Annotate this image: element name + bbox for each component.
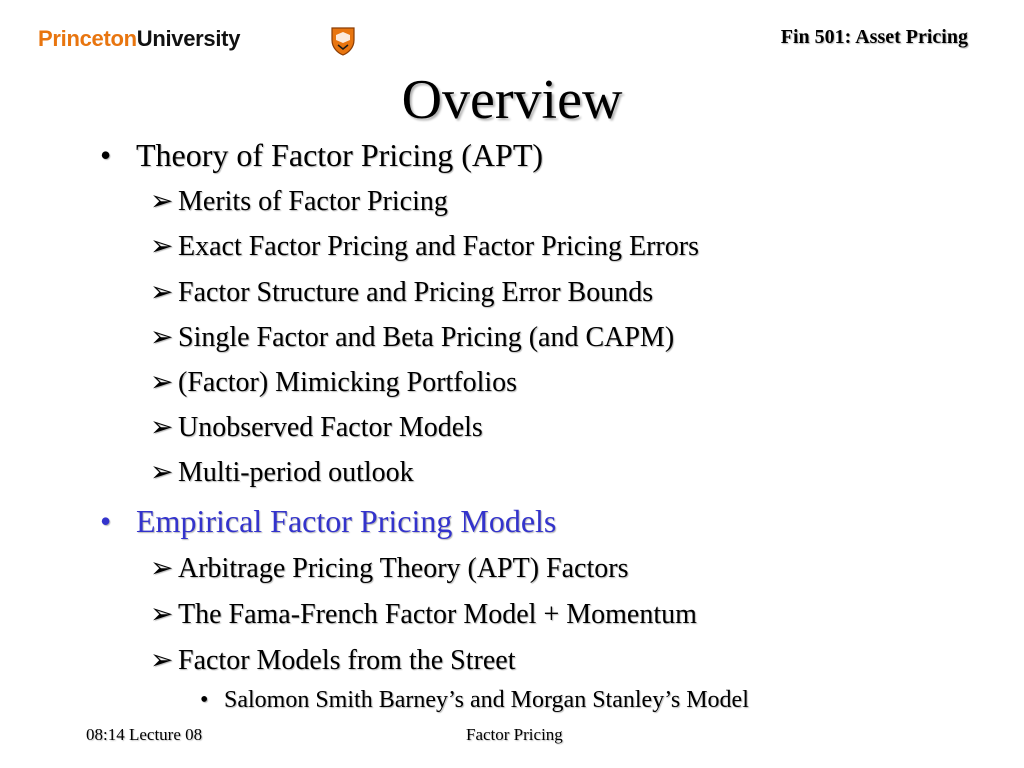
arrow-bullet-icon: ➢ xyxy=(150,457,174,488)
list-item xyxy=(150,229,699,263)
arrow-bullet-icon: ➢ xyxy=(150,599,174,630)
list-item xyxy=(150,184,448,218)
arrow-bullet-icon: ➢ xyxy=(150,277,174,308)
slide-title: Overview xyxy=(401,69,623,131)
list-item xyxy=(150,365,517,399)
list-item xyxy=(150,320,674,354)
section-empirical-factor-pricing xyxy=(100,503,556,540)
list-item xyxy=(150,455,414,489)
bullet-marker: • xyxy=(100,137,112,173)
list-item xyxy=(150,551,629,585)
list-item-label: The Fama-French Factor Model + Momentum xyxy=(178,599,697,630)
princeton-university-logo xyxy=(38,26,240,52)
list-item-label: Single Factor and Beta Pricing (and CAPM) xyxy=(178,322,675,353)
list-item-label: Arbitrage Pricing Theory (APT) Factors xyxy=(178,553,629,584)
arrow-bullet-icon: ➢ xyxy=(150,412,174,443)
arrow-bullet-icon: ➢ xyxy=(150,367,174,398)
arrow-bullet-icon: ➢ xyxy=(150,553,174,584)
logo-university-text: University xyxy=(136,26,241,51)
arrow-bullet-icon: ➢ xyxy=(150,186,174,217)
logo-princeton-text: Princeton xyxy=(38,26,137,51)
arrow-bullet-icon: ➢ xyxy=(150,322,174,353)
footer-topic: Factor Pricing xyxy=(466,725,563,744)
sub-list-item xyxy=(200,687,749,714)
list-item-label: Exact Factor Pricing and Factor Pricing Errors xyxy=(178,231,699,262)
list-item-label: Unobserved Factor Models xyxy=(178,412,483,443)
footer-lecture-info: 08:14 Lecture 08 xyxy=(86,725,203,744)
princeton-shield-icon xyxy=(330,26,356,56)
arrow-bullet-icon: ➢ xyxy=(150,645,174,676)
bullet-marker: • xyxy=(100,503,112,539)
list-item xyxy=(150,410,483,444)
list-item xyxy=(150,643,515,677)
sub-list-item-label: Salomon Smith Barney’s and Morgan Stanley’s Model xyxy=(224,687,749,713)
list-item-label: Merits of Factor Pricing xyxy=(178,186,448,217)
section-label: Empirical Factor Pricing Models xyxy=(136,503,557,539)
list-item-label: Factor Structure and Pricing Error Bounds xyxy=(178,277,654,308)
bullet-marker: • xyxy=(200,687,209,713)
section-label: Theory of Factor Pricing (APT) xyxy=(136,137,544,173)
section-theory-factor-pricing xyxy=(100,137,543,174)
list-item-label: Multi-period outlook xyxy=(178,457,414,488)
list-item-label: Factor Models from the Street xyxy=(178,645,516,676)
arrow-bullet-icon: ➢ xyxy=(150,231,174,262)
list-item xyxy=(150,275,653,309)
list-item-label: (Factor) Mimicking Portfolios xyxy=(178,367,518,398)
list-item xyxy=(150,597,697,631)
course-title: Fin 501: Asset Pricing xyxy=(780,26,968,48)
